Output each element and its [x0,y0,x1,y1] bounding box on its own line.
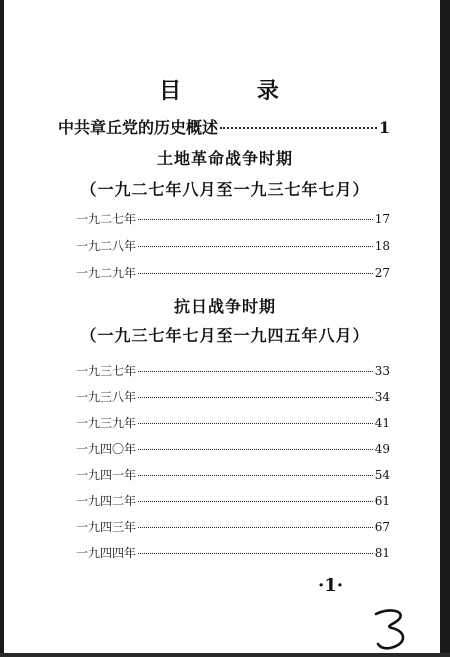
toc-entry-overview[interactable] [58,115,390,138]
section-period: （一九三七年七月至一九四五年八月） [80,326,370,345]
toc-entry-label: 一九二九年 [76,266,137,280]
dot-leader [138,246,373,247]
toc-entry-label: 一九四二年 [76,494,137,508]
toc-entry[interactable] [76,492,390,509]
toc-entry[interactable] [76,440,390,457]
toc-entry[interactable] [76,264,390,281]
dot-leader [138,219,373,220]
toc-entry[interactable] [76,466,390,483]
toc-entry-page: 61 [374,494,390,508]
page-number: ·1· [318,575,344,596]
toc-entry-label: 中共章丘党的历史概述 [58,118,219,137]
toc-entry-label: 一九四三年 [76,520,137,534]
toc-entry-label: 一九二七年 [76,212,137,226]
dot-leader [220,127,377,129]
page-title: 目 录 [159,78,313,104]
toc-entry-page: 18 [374,239,390,253]
toc-entry[interactable] [76,237,390,254]
toc-entry-page: 17 [374,212,390,226]
toc-entry-page: 33 [374,364,390,378]
toc-entry[interactable] [76,210,390,227]
toc-entry[interactable] [76,388,390,405]
dot-leader [138,371,373,372]
dot-leader [138,501,373,502]
toc-entry-label: 一九四一年 [76,468,137,482]
dot-leader [138,527,373,528]
section-heading: 抗日战争时期 [173,297,276,316]
handwritten-mark [370,604,418,652]
toc-entry[interactable] [76,414,390,431]
toc-entry-page: 34 [374,390,390,404]
section-period: （一九二七年八月至一九三七年七月） [80,180,370,199]
toc-entry-page: 49 [374,442,390,456]
dot-leader [138,423,373,424]
toc-entry-page: 54 [374,468,390,482]
toc-entry-page: 81 [374,546,390,560]
toc-entry[interactable] [76,362,390,379]
toc-entry-label: 一九四〇年 [76,442,137,456]
toc-entry[interactable] [76,544,390,561]
section-heading: 土地革命战争时期 [156,149,293,168]
toc-entry-label: 一九三九年 [76,416,137,430]
dot-leader [138,475,373,476]
dot-leader [138,273,373,274]
toc-entry-page: 67 [374,520,390,534]
toc-entry-page: 1 [378,118,390,137]
toc-entry[interactable] [76,518,390,535]
scan-edge-bottom [0,653,450,657]
toc-entry-label: 一九三八年 [76,390,137,404]
toc-entry-label: 一九四四年 [76,546,137,560]
dot-leader [138,449,373,450]
toc-entry-page: 41 [374,416,390,430]
toc-entry-page: 27 [374,266,390,280]
dot-leader [138,397,373,398]
toc-entry-label: 一九三七年 [76,364,137,378]
dot-leader [138,553,373,554]
toc-entry-label: 一九二八年 [76,239,137,253]
